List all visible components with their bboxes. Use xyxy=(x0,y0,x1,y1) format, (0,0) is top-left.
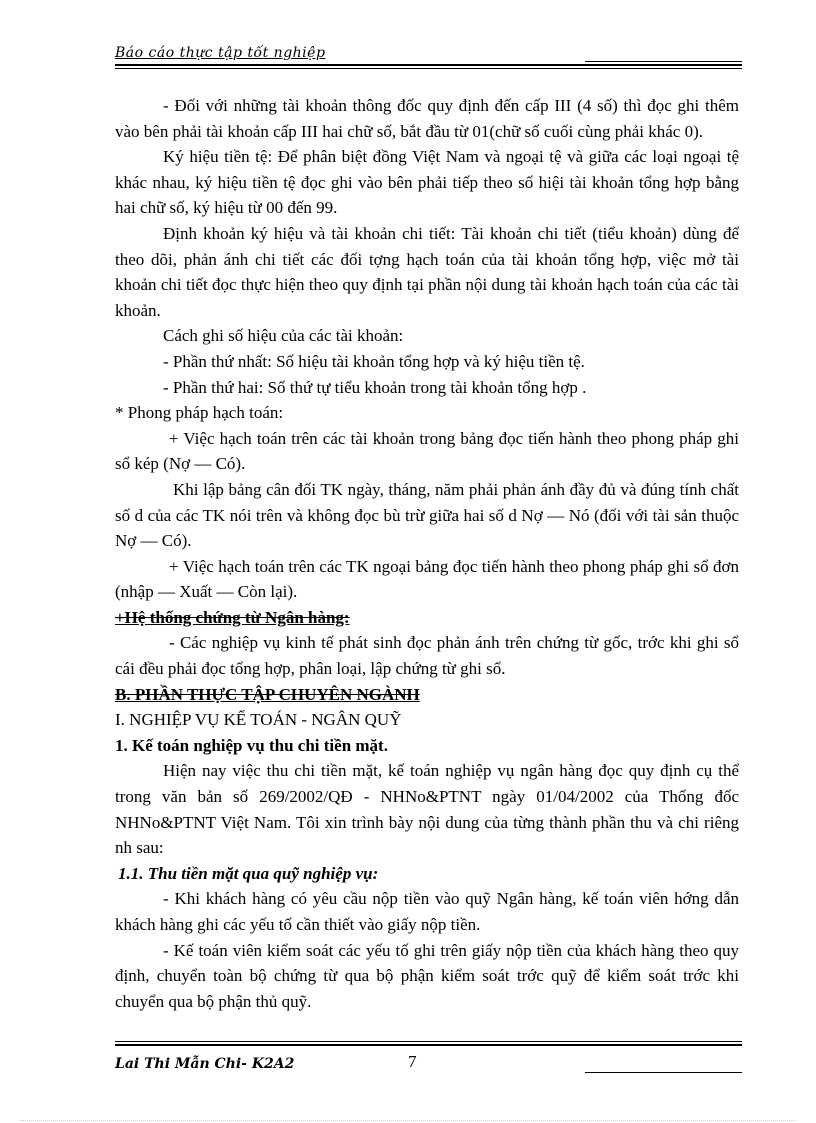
paragraph: Định khoản ký hiệu và tài khoản chi tiết: Tài khoản chi tiết (tiểu khoản) dùng để theo dõi, phản ánh chi tiết các đối tợng hạch toán của tài khoản tổng hợp, việc mở tài khoản chi tiết đọc thực hiện theo quy định tại phần nội dung tài khoản hạch toán của các tài khoản. xyxy=(115,223,739,320)
paragraph: + Việc hạch toán trên các tài khoản trong bảng đọc tiến hành theo phong pháp ghi sổ kép (Nợ — Có). xyxy=(115,428,739,474)
paragraph: Cách ghi số hiệu của các tài khoản: xyxy=(163,326,404,346)
footer-rule-thick xyxy=(115,1044,742,1046)
document-body xyxy=(115,93,739,1014)
page-edge-dotted-line xyxy=(20,1120,796,1121)
paragraph: - Các nghiệp vụ kinh tế phát sinh đọc phản ánh trên chứng từ gốc, trớc khi ghi sổ cái đều phải đọc tổng hợp, phân loại, lập chứng từ ghi sổ. xyxy=(115,633,739,679)
header-rule-thin xyxy=(115,68,742,69)
section-heading: B. PHẦN THỰC TẬP CHUYÊN NGÀNH xyxy=(115,684,420,704)
header-rule-thick xyxy=(115,64,742,66)
section-heading: I. NGHIỆP VỤ KẾ TOÁN - NGÂN QUỸ xyxy=(115,710,402,730)
paragraph: - Khi khách hàng có yêu cầu nộp tiền vào quỹ Ngân hàng, kế toán viên hớng dẫn khách hàng ghi các yếu tố cần thiết vào giấy nộp tiền. xyxy=(115,889,739,934)
paragraph: Ký hiệu tiền tệ: Để phân biệt đồng Việt Nam và ngoại tệ và giữa các loại ngoại tệ khác nhau, ký hiệu tiền tệ đọc ghi vào bên phải tiếp theo số hiệi tài khoản tổng hợp bằng hai chữ số, ký hiệu từ 00 đến 99. xyxy=(115,147,739,218)
section-heading: 1. Kế toán nghiệp vụ thu chi tiền mặt. xyxy=(115,735,388,755)
paragraph: Khi lập bảng cân đối TK ngày, tháng, năm phải phản ánh đầy đủ và đúng tính chất số d của các TK nói trên và không đọc bù trừ giữa hai số d Nợ — Nó (đối với tài sản thuộc Nợ — Có). xyxy=(115,479,739,551)
page-number: 7 xyxy=(408,1052,417,1071)
paragraph: - Phần thứ nhất: Số hiệu tài khoản tổng hợp và ký hiệu tiền tệ. xyxy=(163,351,585,371)
section-heading: +Hệ thống chứng từ Ngân hàng: xyxy=(115,607,350,627)
paragraph: * Phong pháp hạch toán: xyxy=(115,403,284,423)
paragraph: + Việc hạch toán trên các TK ngoại bảng đọc tiến hành theo phong pháp ghi sổ đơn (nhập — Xuất — Còn lại). xyxy=(115,556,739,602)
report-title: Báo cáo thực tập tốt nghiệp xyxy=(115,45,326,61)
paragraph: - Kế toán viên kiểm soát các yếu tố ghi trên giấy nộp tiền của khách hàng theo quy định, chuyển toàn bộ chứng từ qua bộ phận kiểm soát trớc quỹ để kiểm soát trớc khi chuyển qua bộ phận thủ quỹ. xyxy=(115,940,739,1011)
subsection-heading: 1.1. Thu tiền mặt qua quỹ nghiệp vụ: xyxy=(118,863,379,883)
footer-rule-bottom xyxy=(585,1072,742,1073)
paragraph: - Đối với những tài khoản thông đốc quy định đến cấp III (4 số) thì đọc ghi thêm vào bên phải tài khoản cấp III hai chữ số, bắt đầu từ 01(chữ số cuối cùng phải khác 0). xyxy=(115,96,739,141)
header-rule-top xyxy=(585,61,742,62)
paragraph: Hiện nay việc thu chi tiền mặt, kế toán nghiệp vụ ngân hàng đọc quy định cụ thể trong văn bản số 269/2002/QĐ - NHNo&PTNT ngày 01/04/2002 của Thống đốc NHNo&PTNT Việt Nam. Tôi xin trình bày nội dung của từng thành phần thu và chi riêng nh sau: xyxy=(115,761,739,858)
author-name: Lai Thi Mẫn Chi- K2A2 xyxy=(115,1056,295,1072)
footer-rule-thin xyxy=(115,1041,742,1042)
paragraph: - Phần thứ hai: Số thứ tự tiểu khoản trong tài khoản tổng hợp . xyxy=(163,377,587,397)
